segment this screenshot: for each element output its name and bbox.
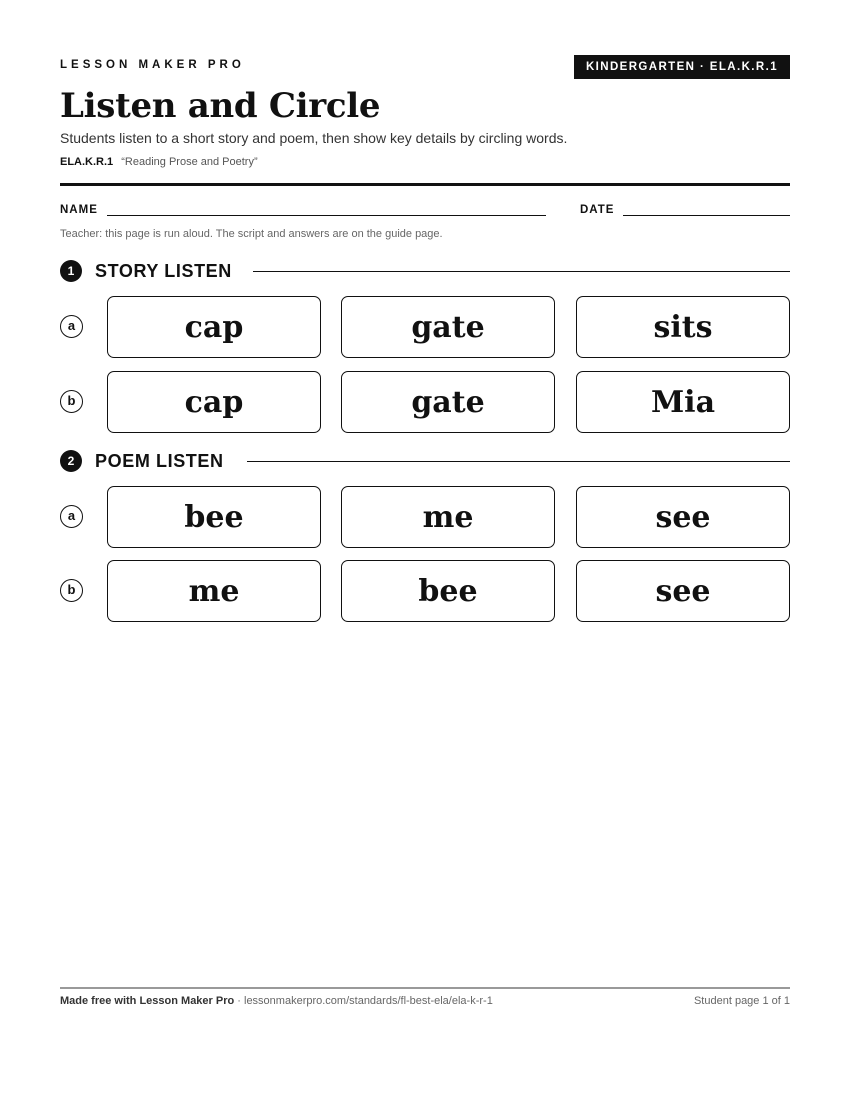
word-choice[interactable]: cap [107, 371, 321, 433]
word-choice[interactable]: gate [341, 371, 555, 433]
standard-name: “Reading Prose and Poetry” [121, 156, 258, 168]
word-choice[interactable]: Mia [576, 371, 790, 433]
row-letter: b [60, 390, 83, 413]
grade-standard-badge: KINDERGARTEN · ELA.K.R.1 [574, 55, 790, 79]
word-choice[interactable]: sits [576, 296, 790, 358]
row-letter: b [60, 579, 83, 602]
standard-line [60, 156, 258, 168]
section-poem-listen [60, 449, 790, 473]
word-choice[interactable]: gate [341, 296, 555, 358]
footer-url[interactable]: · lessonmakerpro.com/standards/fl-best-ela/ela-k-r-1 [234, 995, 493, 1007]
section-divider [253, 271, 790, 272]
teacher-note: Teacher: this page is run aloud. The script and answers are on the guide page. [60, 228, 443, 240]
word-choice[interactable]: me [341, 486, 555, 548]
section-number: 2 [60, 450, 82, 472]
section-number: 1 [60, 260, 82, 282]
word-choice[interactable]: me [107, 560, 321, 622]
answer-row [60, 371, 790, 433]
answer-row [60, 560, 790, 622]
answer-row [60, 486, 790, 548]
date-field[interactable] [623, 215, 790, 216]
name-field[interactable] [107, 215, 546, 216]
section-divider [247, 461, 790, 462]
section-title: POEM LISTEN [95, 451, 224, 471]
brand-name: LESSON MAKER PRO [60, 59, 245, 71]
date-label: DATE [580, 204, 615, 216]
row-letter: a [60, 315, 83, 338]
footer-credit [60, 995, 493, 1007]
section-title: STORY LISTEN [95, 261, 232, 281]
header-divider [60, 183, 790, 186]
footer-page-number: Student page 1 of 1 [693, 995, 790, 1007]
word-choice[interactable]: bee [341, 560, 555, 622]
word-choice[interactable]: cap [107, 296, 321, 358]
section-story-listen [60, 259, 790, 283]
word-choice[interactable]: bee [107, 486, 321, 548]
word-choice[interactable]: see [576, 486, 790, 548]
footer-made-with: Made free with Lesson Maker Pro [60, 995, 235, 1007]
word-choice[interactable]: see [576, 560, 790, 622]
worksheet-page [60, 0, 790, 1100]
answer-row [60, 296, 790, 358]
name-label: NAME [60, 204, 98, 216]
page-subtitle: Students listen to a short story and poem, then show key details by circling words. [60, 130, 568, 146]
row-letter: a [60, 505, 83, 528]
footer-divider [60, 987, 790, 989]
page-title: Listen and Circle [60, 86, 381, 126]
standard-code: ELA.K.R.1 [60, 156, 114, 168]
